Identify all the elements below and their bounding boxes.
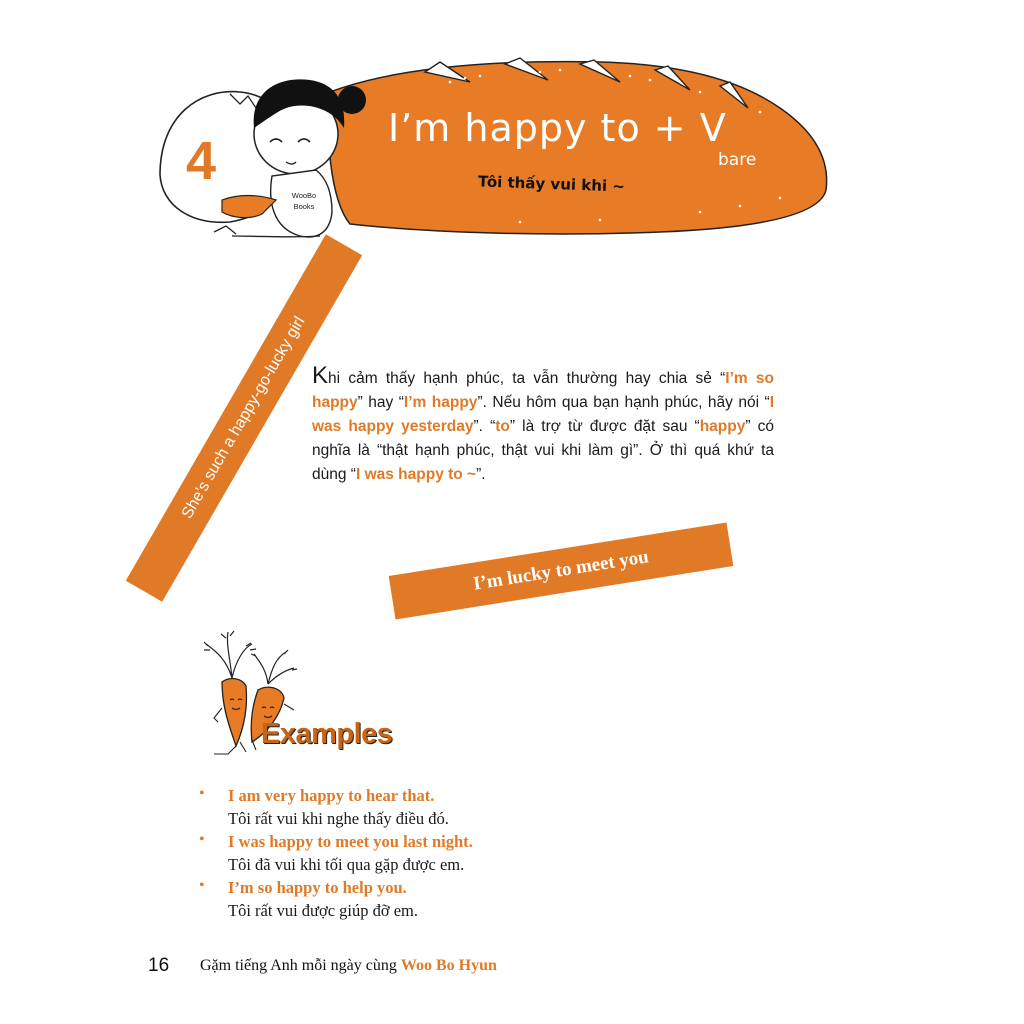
- example-item: [196, 876, 473, 922]
- example-english: • I’m so happy to help you.: [228, 878, 407, 897]
- publisher-mark-line2: Books: [293, 202, 315, 211]
- example-vietnamese: Tôi rất vui được giúp đỡ em.: [228, 901, 418, 920]
- intro-paragraph: [312, 364, 774, 487]
- example-english: • I am very happy to hear that.: [228, 786, 435, 805]
- tag-lucky-to-meet: I’m lucky to meet you: [389, 523, 734, 620]
- carrot-leaves: [204, 631, 297, 684]
- footer-title-text: Gặm tiếng Anh mỗi ngày cùng: [200, 957, 401, 974]
- lesson-number: 4: [186, 131, 217, 191]
- intro-text: ” là trợ từ được đặt sau “: [509, 418, 700, 435]
- intro-text: ” có nghĩa là “thật hạnh phúc, thật vui khi làm gì”. Ở thì quá khứ ta dùng “: [312, 418, 775, 483]
- lesson-title: I’m happy to + V: [388, 106, 727, 150]
- carrot-left: [222, 679, 247, 746]
- intro-highlight: I was happy to ~: [355, 466, 477, 483]
- intro-highlight: I’m so happy: [312, 370, 774, 411]
- footer-book-title: [200, 957, 497, 975]
- intro-highlight: happy: [699, 418, 746, 435]
- intro-text: ” hay “: [357, 394, 404, 411]
- tag-happy-go-lucky: She’s such a happy-go-lucky girl: [126, 234, 362, 601]
- intro-highlight: to: [495, 418, 510, 435]
- example-item: [196, 830, 473, 876]
- intro-highlight: I was happy yesterday: [312, 394, 774, 435]
- footer-author: Woo Bo Hyun: [400, 957, 497, 974]
- publisher-mark: [284, 190, 324, 212]
- examples-list: [196, 784, 473, 922]
- intro-text: ”. “: [473, 418, 496, 435]
- intro-dropcap: K: [312, 362, 329, 389]
- example-vietnamese: Tôi đã vui khi tối qua gặp được em.: [228, 855, 465, 874]
- intro-highlight: I’m happy: [403, 394, 478, 411]
- intro-text: ”. Nếu hôm qua bạn hạnh phúc, hãy nói “: [477, 394, 770, 411]
- example-english: • I was happy to meet you last night.: [228, 832, 473, 851]
- intro-text: hi cảm thấy hạnh phúc, ta vẫn thường hay chia sẻ “: [328, 370, 726, 387]
- lesson-subtitle: Tôi thấy vui khi ~: [477, 172, 626, 196]
- lesson-title-subscript: bare: [718, 150, 757, 170]
- examples-heading: Examples: [261, 718, 393, 750]
- publisher-mark-line1: WooBo: [291, 191, 317, 200]
- example-vietnamese: Tôi rất vui khi nghe thấy điều đó.: [228, 809, 449, 828]
- page-number: 16: [148, 955, 170, 976]
- intro-text: ”.: [476, 466, 486, 483]
- example-item: [196, 784, 473, 830]
